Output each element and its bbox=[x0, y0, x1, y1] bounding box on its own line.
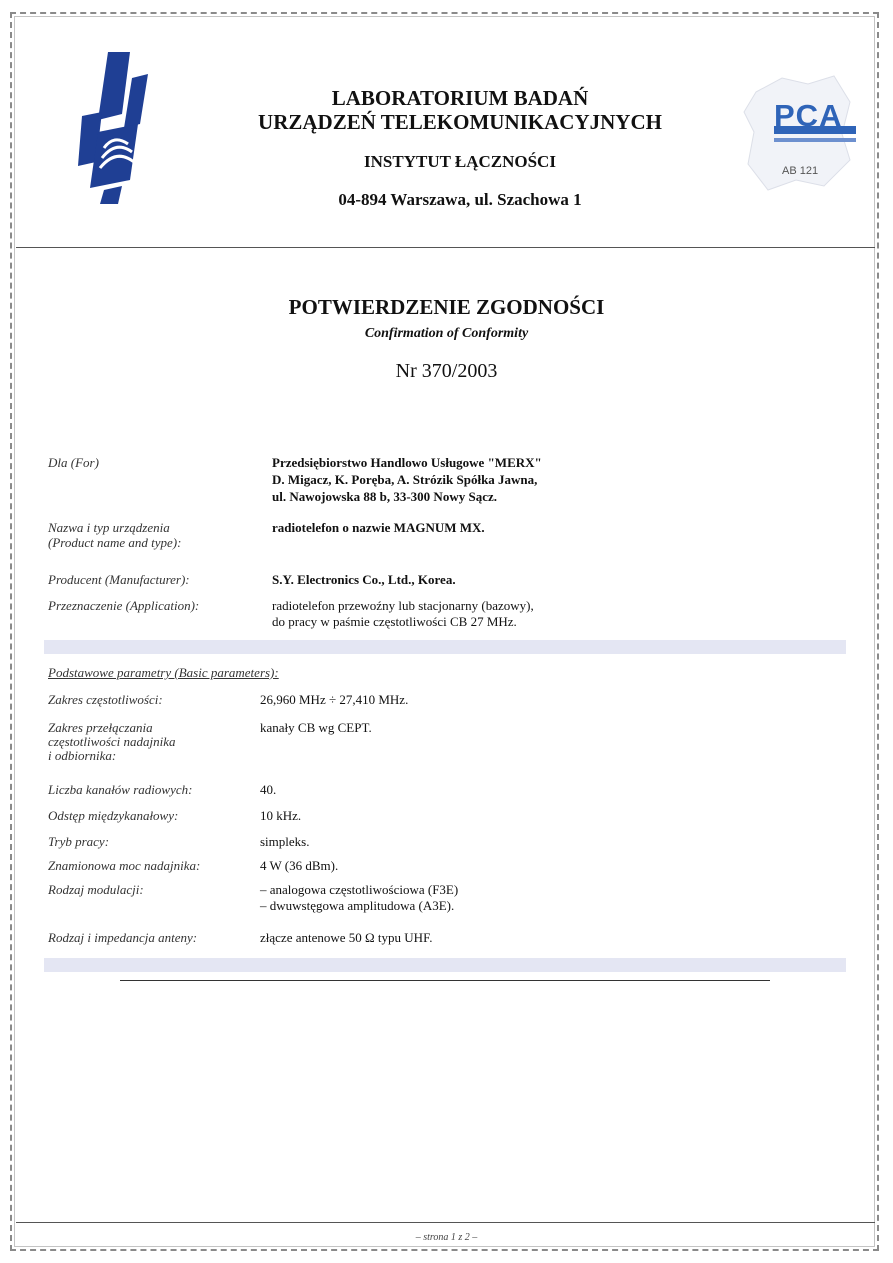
document-number: Nr 370/2003 bbox=[395, 360, 498, 382]
application-label: Przeznaczenie (Application): bbox=[48, 598, 200, 613]
antenna-label: Rodzaj i impedancja anteny: bbox=[48, 930, 198, 945]
switching-label-line1: Zakres przełączania bbox=[48, 720, 153, 735]
mode-label: Tryb pracy: bbox=[48, 834, 110, 849]
lab-name-line1: LABORATORIUM BADAŃ bbox=[331, 86, 589, 110]
footer-divider bbox=[16, 1222, 875, 1223]
page-number: – strona 1 z 2 – bbox=[415, 1232, 478, 1243]
freq-range-label: Zakres częstotliwości: bbox=[48, 692, 163, 707]
modulation-label: Rodzaj modulacji: bbox=[48, 882, 144, 897]
switching-label-line2: częstotliwości nadajnika bbox=[48, 734, 176, 749]
institute-address: 04-894 Warszawa, ul. Szachowa 1 bbox=[338, 190, 582, 209]
spacing-value: 10 kHz. bbox=[260, 808, 302, 823]
section-band-bottom bbox=[44, 958, 846, 972]
pca-badge-label: PCA bbox=[774, 98, 843, 133]
end-rule bbox=[120, 980, 770, 981]
institute-name: INSTYTUT ŁĄCZNOŚCI bbox=[364, 152, 556, 171]
product-label-line1: Nazwa i typ urządzenia bbox=[48, 520, 170, 535]
institute-logo-icon bbox=[78, 52, 156, 204]
modulation-value-line2: – dwuwstęgowa amplitudowa (A3E). bbox=[260, 898, 455, 913]
switching-value: kanały CB wg CEPT. bbox=[260, 720, 372, 735]
accreditation-code: AB 121 bbox=[782, 165, 819, 177]
manufacturer-value: S.Y. Electronics Co., Ltd., Korea. bbox=[272, 572, 456, 587]
document-title: POTWIERDZENIE ZGODNOŚCI bbox=[288, 295, 605, 319]
power-value: 4 W (36 dBm). bbox=[260, 858, 339, 873]
header-divider bbox=[16, 247, 875, 248]
manufacturer-label: Producent (Manufacturer): bbox=[48, 572, 190, 587]
switching-label-line3: i odbiornika: bbox=[48, 748, 117, 763]
freq-range-value: 26,960 MHz ÷ 27,410 MHz. bbox=[260, 692, 409, 707]
application-value-line1: radiotelefon przewoźny lub stacjonarny (bazowy), bbox=[272, 598, 534, 613]
product-label-line2: (Product name and type): bbox=[48, 535, 182, 550]
modulation-value-line1: – analogowa częstotliwościowa (F3E) bbox=[260, 882, 459, 897]
for-value-line2: D. Migacz, K. Poręba, A. Strózik Spółka Jawna, bbox=[272, 472, 538, 487]
for-value-line3: ul. Nawojowska 88 b, 33-300 Nowy Sącz. bbox=[272, 489, 497, 504]
document-subtitle: Confirmation of Conformity bbox=[364, 326, 529, 341]
channels-value: 40. bbox=[260, 782, 277, 797]
antenna-value: złącze antenowe 50 Ω typu UHF. bbox=[260, 930, 433, 945]
for-value-line1: Przedsiębiorstwo Handlowo Usługowe "MERX" bbox=[272, 455, 542, 470]
section-band bbox=[44, 640, 846, 654]
product-value: radiotelefon o nazwie MAGNUM MX. bbox=[272, 520, 485, 535]
application-value-line2: do pracy w paśmie częstotliwości CB 27 MHz. bbox=[272, 614, 517, 629]
lab-name-line2: URZĄDZEŃ TELEKOMUNIKACYJNYCH bbox=[258, 110, 662, 134]
parameters-heading: Podstawowe parametry (Basic parameters): bbox=[48, 665, 279, 680]
mode-value: simpleks. bbox=[260, 834, 310, 849]
for-label: Dla (For) bbox=[48, 455, 99, 470]
spacing-label: Odstęp międzykanałowy: bbox=[48, 808, 179, 823]
power-label: Znamionowa moc nadajnika: bbox=[48, 858, 201, 873]
channels-label: Liczba kanałów radiowych: bbox=[48, 782, 193, 797]
